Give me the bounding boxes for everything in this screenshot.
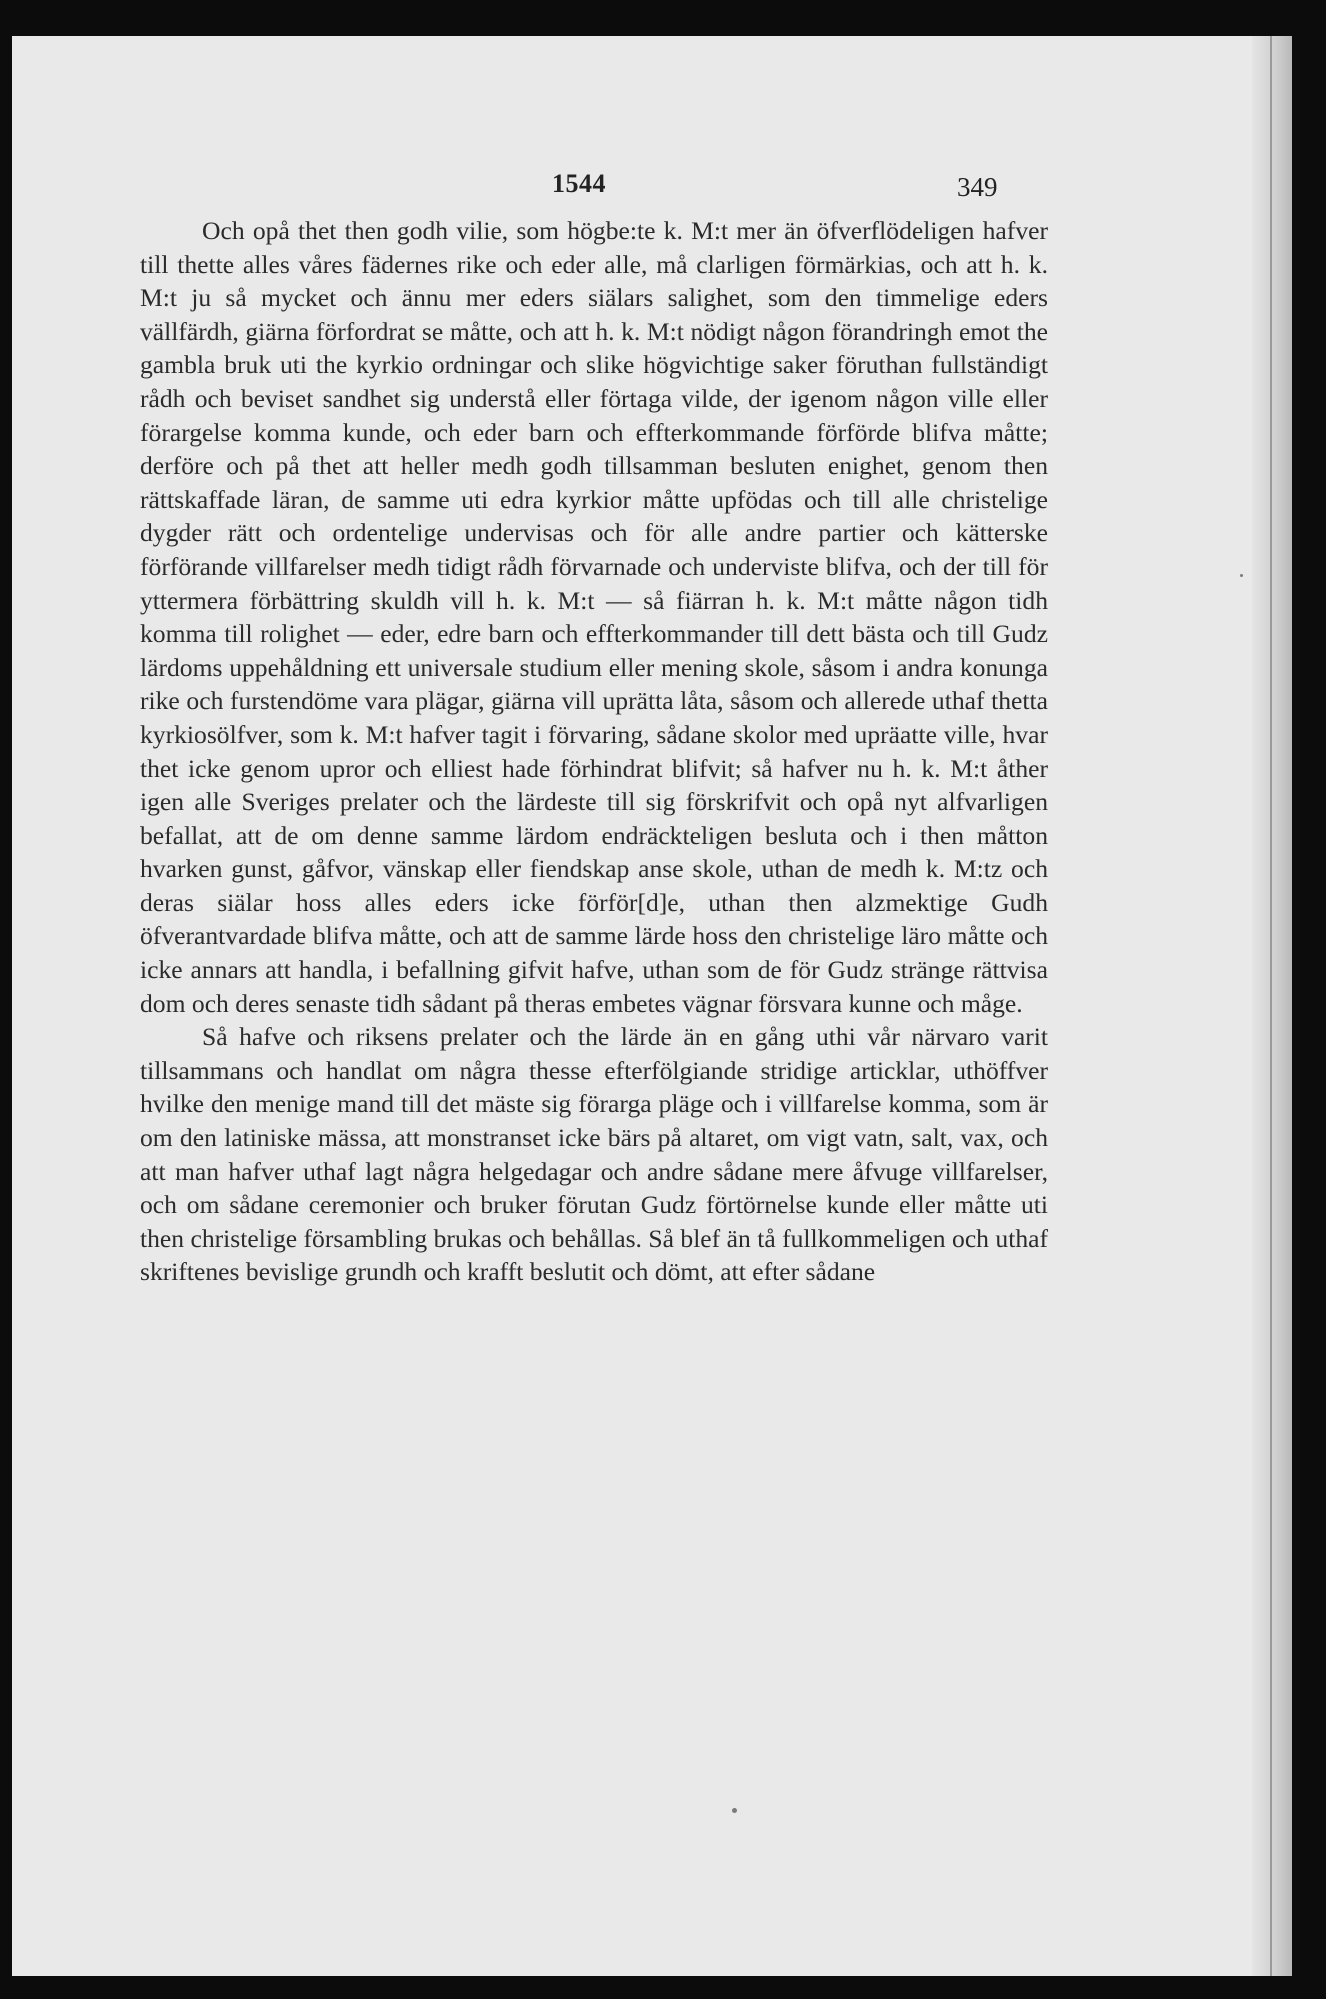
page-number: 349 bbox=[957, 172, 998, 202]
ink-speck bbox=[732, 1808, 737, 1813]
book-page bbox=[12, 36, 1292, 1976]
page-gutter-line bbox=[1270, 36, 1272, 1976]
ink-speck bbox=[1240, 574, 1243, 577]
header-year: 1544 bbox=[552, 169, 606, 198]
running-header bbox=[12, 169, 1292, 209]
paragraph-2: Så hafve och riksens prelater och the lärde än en gång uthi vår närvaro varit tillsammans och handlat om några thesse efterfölgiande stridige articklar, uthöffver hvilke den menige mand till det mäste sig förarga pläge och i villfarelse komma, som är om den latiniske mässa, att monstranset icke bärs på altaret, om vigt vatn, salt, vax, och att man hafver uthaf lagt några helgedagar och andre sådane mere åfvuge villfarelser, och om sådane ceremonier och bruker förutan Gudz förtörnelse kunde eller måtte uti then christelige försambling brukas och behållas. Så blef än tå fullkommeligen och uthaf skriftenes bevislige grundh och krafft beslutit och dömt, att efter sådane bbox=[140, 1022, 1048, 1287]
paragraph-1: Och opå thet then godh vilie, som högbe:te k. M:t mer än öfverflödeligen hafver till thette alles våres fädernes rike och eder alle, må clarligen förmärkias, och att h. k. M:t ju så mycket och ännu mer eders siälars salighet, som den timmelige eders vällfärdh, giärna förfordrat se måtte, och att h. k. M:t nödigt någon förandringh emot the gambla bruk uti the kyrkio ordningar och slike högvichtige saker föruthan fullständigt rådh och beviset sandhet sig understå eller förtaga vilde, der igenom någon ville eller förargelse komma kunde, och eder barn och effterkommande förförde blifva måtte; derföre och på thet att heller medh godh tillsamman besluten enighet, genom then rättskaffade läran, de samme uti edra kyrkior måtte upfödas och till alle christelige dygder rätt och ordentelige undervisas och för alle andre partier och kätterske förförande villfarelser medh tidigt rådh förvarnade och underviste blifva, och der till för yttermera förbättring skuldh vill h. k. M:t — så fiärran h. k. M:t måtte någon tidh komma till rolighet — eder, edre barn och effterkommander till dett bästa och till Gudz lärdoms uppehåldning ett universale studium eller mening skole, såsom i andra konunga rike och furstendöme vara plägar, giärna vill uprätta låta, såsom och allerede uthaf thetta kyrkiosölfver, som k. M:t hafver tagit i förvaring, sådane skolor med upräatte ville, hvar thet icke genom upror och elliest hade förhindrat blifvit; så hafver nu h. k. M:t åther igen alle Sveriges prelater och the lärdeste till sig förskrifvit och opå nyt alfvarligen befallat, att de om denne samme lärdom endräckteligen besluta och i then måtton hvarken gunst, gåfvor, vänskap eller fiendskap anse skole, uthan de medh k. M:tz och deras siälar hoss alles eders icke förför[d]e, uthan then alzmektige Gudh öfverantvardade blifva måtte, och att de samme lärde hoss den christelige läro måtte och icke annars att handla, i befallning gifvit hafve, uthan som de för Gudz stränge rättvisa dom och deres senaste tidh sådant på theras embetes vägnar försvara kunne och måge. bbox=[140, 216, 1048, 1018]
body-text bbox=[140, 214, 1048, 1289]
page-edge-shadow bbox=[1252, 36, 1292, 1976]
